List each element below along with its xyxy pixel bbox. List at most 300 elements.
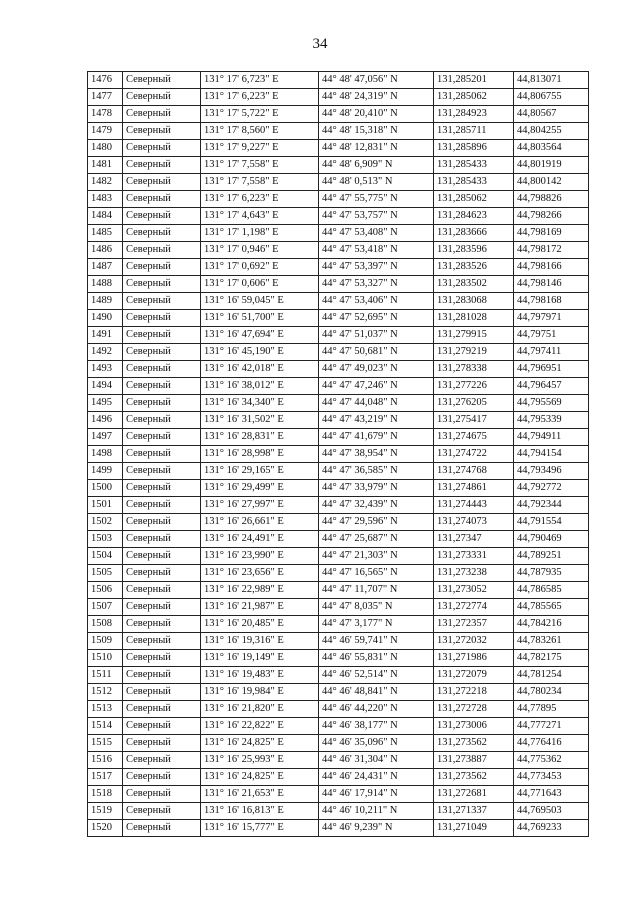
- longitude-dms-cell: 131° 17' 9,227" E: [201, 140, 319, 157]
- table-row: [88, 599, 589, 616]
- longitude-dms-cell: 131° 16' 29,499" E: [201, 480, 319, 497]
- longitude-decimal-cell: 131,285711: [434, 123, 514, 140]
- table-row: [88, 633, 589, 650]
- latitude-decimal-cell: 44,794911: [514, 429, 589, 446]
- latitude-decimal-cell: 44,798172: [514, 242, 589, 259]
- point-number-cell: 1487: [88, 259, 123, 276]
- zone-name-cell: Северный: [123, 667, 201, 684]
- latitude-dms-cell: 44° 46' 17,914" N: [319, 786, 434, 803]
- zone-name-cell: Северный: [123, 633, 201, 650]
- longitude-dms-cell: 131° 16' 15,777" E: [201, 820, 319, 837]
- zone-name-cell: Северный: [123, 293, 201, 310]
- longitude-dms-cell: 131° 16' 28,998" E: [201, 446, 319, 463]
- latitude-decimal-cell: 44,795569: [514, 395, 589, 412]
- longitude-dms-cell: 131° 16' 26,661" E: [201, 514, 319, 531]
- latitude-dms-cell: 44° 48' 20,410" N: [319, 106, 434, 123]
- latitude-decimal-cell: 44,801919: [514, 157, 589, 174]
- longitude-decimal-cell: 131,283596: [434, 242, 514, 259]
- zone-name-cell: Северный: [123, 718, 201, 735]
- zone-name-cell: Северный: [123, 429, 201, 446]
- latitude-decimal-cell: 44,806755: [514, 89, 589, 106]
- longitude-decimal-cell: 131,275417: [434, 412, 514, 429]
- longitude-decimal-cell: 131,285062: [434, 191, 514, 208]
- longitude-dms-cell: 131° 16' 25,993" E: [201, 752, 319, 769]
- latitude-dms-cell: 44° 47' 47,246" N: [319, 378, 434, 395]
- longitude-dms-cell: 131° 17' 7,558" E: [201, 157, 319, 174]
- zone-name-cell: Северный: [123, 174, 201, 191]
- latitude-dms-cell: 44° 47' 53,406" N: [319, 293, 434, 310]
- latitude-decimal-cell: 44,798826: [514, 191, 589, 208]
- zone-name-cell: Северный: [123, 361, 201, 378]
- coordinates-table: [87, 71, 589, 837]
- longitude-decimal-cell: 131,272728: [434, 701, 514, 718]
- latitude-dms-cell: 44° 46' 52,514" N: [319, 667, 434, 684]
- latitude-decimal-cell: 44,776416: [514, 735, 589, 752]
- latitude-dms-cell: 44° 46' 59,741" N: [319, 633, 434, 650]
- point-number-cell: 1484: [88, 208, 123, 225]
- latitude-decimal-cell: 44,798168: [514, 293, 589, 310]
- point-number-cell: 1483: [88, 191, 123, 208]
- point-number-cell: 1490: [88, 310, 123, 327]
- latitude-dms-cell: 44° 47' 53,418" N: [319, 242, 434, 259]
- zone-name-cell: Северный: [123, 684, 201, 701]
- zone-name-cell: Северный: [123, 123, 201, 140]
- point-number-cell: 1500: [88, 480, 123, 497]
- longitude-dms-cell: 131° 16' 34,340" E: [201, 395, 319, 412]
- zone-name-cell: Северный: [123, 446, 201, 463]
- longitude-decimal-cell: 131,283666: [434, 225, 514, 242]
- point-number-cell: 1486: [88, 242, 123, 259]
- zone-name-cell: Северный: [123, 497, 201, 514]
- latitude-dms-cell: 44° 47' 53,408" N: [319, 225, 434, 242]
- latitude-decimal-cell: 44,798169: [514, 225, 589, 242]
- zone-name-cell: Северный: [123, 140, 201, 157]
- point-number-cell: 1496: [88, 412, 123, 429]
- longitude-decimal-cell: 131,271337: [434, 803, 514, 820]
- point-number-cell: 1481: [88, 157, 123, 174]
- longitude-dms-cell: 131° 16' 24,825" E: [201, 735, 319, 752]
- table-row: [88, 769, 589, 786]
- longitude-decimal-cell: 131,279219: [434, 344, 514, 361]
- point-number-cell: 1485: [88, 225, 123, 242]
- table-row: [88, 412, 589, 429]
- table-body: [88, 72, 589, 837]
- zone-name-cell: Северный: [123, 650, 201, 667]
- latitude-decimal-cell: 44,771643: [514, 786, 589, 803]
- table-row: [88, 242, 589, 259]
- point-number-cell: 1514: [88, 718, 123, 735]
- latitude-decimal-cell: 44,803564: [514, 140, 589, 157]
- latitude-dms-cell: 44° 46' 48,841" N: [319, 684, 434, 701]
- latitude-decimal-cell: 44,791554: [514, 514, 589, 531]
- latitude-dms-cell: 44° 47' 8,035" N: [319, 599, 434, 616]
- latitude-dms-cell: 44° 47' 25,687" N: [319, 531, 434, 548]
- longitude-decimal-cell: 131,274073: [434, 514, 514, 531]
- latitude-decimal-cell: 44,781254: [514, 667, 589, 684]
- latitude-dms-cell: 44° 47' 50,681" N: [319, 344, 434, 361]
- longitude-dms-cell: 131° 16' 51,700" E: [201, 310, 319, 327]
- point-number-cell: 1482: [88, 174, 123, 191]
- table-row: [88, 327, 589, 344]
- longitude-dms-cell: 131° 16' 21,987" E: [201, 599, 319, 616]
- zone-name-cell: Северный: [123, 769, 201, 786]
- latitude-decimal-cell: 44,790469: [514, 531, 589, 548]
- longitude-decimal-cell: 131,271986: [434, 650, 514, 667]
- longitude-decimal-cell: 131,273562: [434, 769, 514, 786]
- table-row: [88, 497, 589, 514]
- longitude-decimal-cell: 131,272218: [434, 684, 514, 701]
- latitude-dms-cell: 44° 47' 32,439" N: [319, 497, 434, 514]
- longitude-decimal-cell: 131,285433: [434, 157, 514, 174]
- longitude-decimal-cell: 131,272357: [434, 616, 514, 633]
- table-row: [88, 820, 589, 837]
- latitude-decimal-cell: 44,80567: [514, 106, 589, 123]
- longitude-decimal-cell: 131,276205: [434, 395, 514, 412]
- longitude-decimal-cell: 131,274443: [434, 497, 514, 514]
- latitude-decimal-cell: 44,789251: [514, 548, 589, 565]
- latitude-decimal-cell: 44,785565: [514, 599, 589, 616]
- point-number-cell: 1520: [88, 820, 123, 837]
- table-row: [88, 157, 589, 174]
- table-row: [88, 752, 589, 769]
- latitude-dms-cell: 44° 47' 36,585" N: [319, 463, 434, 480]
- table-row: [88, 446, 589, 463]
- latitude-dms-cell: 44° 46' 10,211" N: [319, 803, 434, 820]
- latitude-decimal-cell: 44,800142: [514, 174, 589, 191]
- table-row: [88, 650, 589, 667]
- longitude-dms-cell: 131° 16' 28,831" E: [201, 429, 319, 446]
- longitude-decimal-cell: 131,274675: [434, 429, 514, 446]
- zone-name-cell: Северный: [123, 735, 201, 752]
- zone-name-cell: Северный: [123, 786, 201, 803]
- zone-name-cell: Северный: [123, 157, 201, 174]
- latitude-dms-cell: 44° 46' 31,304" N: [319, 752, 434, 769]
- table-row: [88, 225, 589, 242]
- table-row: [88, 106, 589, 123]
- latitude-dms-cell: 44° 47' 44,048" N: [319, 395, 434, 412]
- table-row: [88, 735, 589, 752]
- longitude-decimal-cell: 131,272681: [434, 786, 514, 803]
- latitude-dms-cell: 44° 47' 41,679" N: [319, 429, 434, 446]
- longitude-dms-cell: 131° 16' 21,653" E: [201, 786, 319, 803]
- longitude-dms-cell: 131° 16' 16,813" E: [201, 803, 319, 820]
- zone-name-cell: Северный: [123, 565, 201, 582]
- latitude-dms-cell: 44° 48' 12,831" N: [319, 140, 434, 157]
- table-row: [88, 531, 589, 548]
- point-number-cell: 1493: [88, 361, 123, 378]
- longitude-dms-cell: 131° 16' 21,820" E: [201, 701, 319, 718]
- point-number-cell: 1480: [88, 140, 123, 157]
- longitude-decimal-cell: 131,274768: [434, 463, 514, 480]
- table-row: [88, 463, 589, 480]
- zone-name-cell: Северный: [123, 820, 201, 837]
- latitude-decimal-cell: 44,784216: [514, 616, 589, 633]
- latitude-dms-cell: 44° 47' 53,397" N: [319, 259, 434, 276]
- latitude-dms-cell: 44° 47' 3,177" N: [319, 616, 434, 633]
- latitude-decimal-cell: 44,796951: [514, 361, 589, 378]
- point-number-cell: 1479: [88, 123, 123, 140]
- zone-name-cell: Северный: [123, 582, 201, 599]
- zone-name-cell: Северный: [123, 378, 201, 395]
- latitude-decimal-cell: 44,798166: [514, 259, 589, 276]
- latitude-decimal-cell: 44,793496: [514, 463, 589, 480]
- latitude-dms-cell: 44° 47' 29,596" N: [319, 514, 434, 531]
- longitude-dms-cell: 131° 16' 19,149" E: [201, 650, 319, 667]
- latitude-decimal-cell: 44,780234: [514, 684, 589, 701]
- longitude-decimal-cell: 131,273562: [434, 735, 514, 752]
- longitude-decimal-cell: 131,285201: [434, 72, 514, 89]
- longitude-dms-cell: 131° 17' 0,692" E: [201, 259, 319, 276]
- latitude-decimal-cell: 44,798146: [514, 276, 589, 293]
- latitude-dms-cell: 44° 47' 11,707" N: [319, 582, 434, 599]
- longitude-dms-cell: 131° 16' 24,491" E: [201, 531, 319, 548]
- latitude-dms-cell: 44° 48' 47,056" N: [319, 72, 434, 89]
- point-number-cell: 1476: [88, 72, 123, 89]
- zone-name-cell: Северный: [123, 208, 201, 225]
- longitude-dms-cell: 131° 17' 6,223" E: [201, 191, 319, 208]
- point-number-cell: 1517: [88, 769, 123, 786]
- longitude-dms-cell: 131° 16' 19,483" E: [201, 667, 319, 684]
- zone-name-cell: Северный: [123, 463, 201, 480]
- zone-name-cell: Северный: [123, 548, 201, 565]
- longitude-decimal-cell: 131,273238: [434, 565, 514, 582]
- point-number-cell: 1507: [88, 599, 123, 616]
- point-number-cell: 1489: [88, 293, 123, 310]
- zone-name-cell: Северный: [123, 106, 201, 123]
- table-row: [88, 480, 589, 497]
- zone-name-cell: Северный: [123, 191, 201, 208]
- zone-name-cell: Северный: [123, 701, 201, 718]
- latitude-dms-cell: 44° 46' 44,220" N: [319, 701, 434, 718]
- table-row: [88, 582, 589, 599]
- table-row: [88, 803, 589, 820]
- longitude-dms-cell: 131° 16' 23,656" E: [201, 565, 319, 582]
- latitude-dms-cell: 44° 47' 33,979" N: [319, 480, 434, 497]
- zone-name-cell: Северный: [123, 327, 201, 344]
- point-number-cell: 1503: [88, 531, 123, 548]
- longitude-decimal-cell: 131,274861: [434, 480, 514, 497]
- table-row: [88, 429, 589, 446]
- table-row: [88, 684, 589, 701]
- zone-name-cell: Северный: [123, 803, 201, 820]
- longitude-decimal-cell: 131,273331: [434, 548, 514, 565]
- latitude-dms-cell: 44° 46' 35,096" N: [319, 735, 434, 752]
- latitude-decimal-cell: 44,77895: [514, 701, 589, 718]
- point-number-cell: 1495: [88, 395, 123, 412]
- point-number-cell: 1505: [88, 565, 123, 582]
- table-row: [88, 191, 589, 208]
- point-number-cell: 1491: [88, 327, 123, 344]
- point-number-cell: 1515: [88, 735, 123, 752]
- longitude-dms-cell: 131° 16' 47,694" E: [201, 327, 319, 344]
- longitude-dms-cell: 131° 17' 8,560" E: [201, 123, 319, 140]
- point-number-cell: 1509: [88, 633, 123, 650]
- table-row: [88, 548, 589, 565]
- latitude-decimal-cell: 44,777271: [514, 718, 589, 735]
- zone-name-cell: Северный: [123, 276, 201, 293]
- latitude-decimal-cell: 44,787935: [514, 565, 589, 582]
- point-number-cell: 1488: [88, 276, 123, 293]
- point-number-cell: 1494: [88, 378, 123, 395]
- zone-name-cell: Северный: [123, 616, 201, 633]
- longitude-decimal-cell: 131,285896: [434, 140, 514, 157]
- table-row: [88, 208, 589, 225]
- table-row: [88, 667, 589, 684]
- table-row: [88, 72, 589, 89]
- table-row: [88, 344, 589, 361]
- latitude-dms-cell: 44° 46' 55,831" N: [319, 650, 434, 667]
- longitude-dms-cell: 131° 16' 22,822" E: [201, 718, 319, 735]
- table-row: [88, 174, 589, 191]
- latitude-decimal-cell: 44,797411: [514, 344, 589, 361]
- table-row: [88, 718, 589, 735]
- longitude-decimal-cell: 131,273052: [434, 582, 514, 599]
- longitude-dms-cell: 131° 16' 19,316" E: [201, 633, 319, 650]
- latitude-dms-cell: 44° 46' 38,177" N: [319, 718, 434, 735]
- longitude-dms-cell: 131° 17' 1,198" E: [201, 225, 319, 242]
- longitude-decimal-cell: 131,271049: [434, 820, 514, 837]
- longitude-dms-cell: 131° 16' 42,018" E: [201, 361, 319, 378]
- latitude-decimal-cell: 44,782175: [514, 650, 589, 667]
- latitude-decimal-cell: 44,804255: [514, 123, 589, 140]
- latitude-decimal-cell: 44,773453: [514, 769, 589, 786]
- zone-name-cell: Северный: [123, 395, 201, 412]
- point-number-cell: 1497: [88, 429, 123, 446]
- longitude-dms-cell: 131° 16' 29,165" E: [201, 463, 319, 480]
- latitude-dms-cell: 44° 47' 53,327" N: [319, 276, 434, 293]
- longitude-decimal-cell: 131,274722: [434, 446, 514, 463]
- point-number-cell: 1511: [88, 667, 123, 684]
- point-number-cell: 1477: [88, 89, 123, 106]
- point-number-cell: 1499: [88, 463, 123, 480]
- latitude-dms-cell: 44° 47' 38,954" N: [319, 446, 434, 463]
- latitude-dms-cell: 44° 47' 55,775" N: [319, 191, 434, 208]
- table-row: [88, 276, 589, 293]
- longitude-decimal-cell: 131,285062: [434, 89, 514, 106]
- point-number-cell: 1492: [88, 344, 123, 361]
- longitude-dms-cell: 131° 16' 23,990" E: [201, 548, 319, 565]
- longitude-decimal-cell: 131,281028: [434, 310, 514, 327]
- latitude-decimal-cell: 44,792344: [514, 497, 589, 514]
- table-row: [88, 140, 589, 157]
- zone-name-cell: Северный: [123, 89, 201, 106]
- page-number: 34: [312, 36, 328, 52]
- zone-name-cell: Северный: [123, 531, 201, 548]
- table-row: [88, 616, 589, 633]
- latitude-decimal-cell: 44,797971: [514, 310, 589, 327]
- latitude-dms-cell: 44° 47' 52,695" N: [319, 310, 434, 327]
- latitude-decimal-cell: 44,794154: [514, 446, 589, 463]
- table-row: [88, 786, 589, 803]
- latitude-dms-cell: 44° 47' 21,303" N: [319, 548, 434, 565]
- longitude-dms-cell: 131° 16' 24,825" E: [201, 769, 319, 786]
- table-row: [88, 514, 589, 531]
- zone-name-cell: Северный: [123, 752, 201, 769]
- point-number-cell: 1519: [88, 803, 123, 820]
- zone-name-cell: Северный: [123, 72, 201, 89]
- longitude-dms-cell: 131° 16' 20,485" E: [201, 616, 319, 633]
- point-number-cell: 1478: [88, 106, 123, 123]
- table-row: [88, 293, 589, 310]
- longitude-dms-cell: 131° 17' 5,722" E: [201, 106, 319, 123]
- zone-name-cell: Северный: [123, 412, 201, 429]
- longitude-decimal-cell: 131,27347: [434, 531, 514, 548]
- latitude-decimal-cell: 44,775362: [514, 752, 589, 769]
- longitude-dms-cell: 131° 16' 45,190" E: [201, 344, 319, 361]
- zone-name-cell: Северный: [123, 225, 201, 242]
- longitude-decimal-cell: 131,272774: [434, 599, 514, 616]
- longitude-dms-cell: 131° 17' 7,558" E: [201, 174, 319, 191]
- latitude-decimal-cell: 44,79751: [514, 327, 589, 344]
- point-number-cell: 1516: [88, 752, 123, 769]
- point-number-cell: 1512: [88, 684, 123, 701]
- latitude-decimal-cell: 44,796457: [514, 378, 589, 395]
- longitude-dms-cell: 131° 16' 31,502" E: [201, 412, 319, 429]
- longitude-dms-cell: 131° 17' 6,223" E: [201, 89, 319, 106]
- point-number-cell: 1518: [88, 786, 123, 803]
- longitude-dms-cell: 131° 16' 38,012" E: [201, 378, 319, 395]
- table-row: [88, 395, 589, 412]
- zone-name-cell: Северный: [123, 310, 201, 327]
- latitude-dms-cell: 44° 48' 6,909" N: [319, 157, 434, 174]
- longitude-dms-cell: 131° 17' 0,946" E: [201, 242, 319, 259]
- longitude-decimal-cell: 131,277226: [434, 378, 514, 395]
- latitude-dms-cell: 44° 48' 0,513" N: [319, 174, 434, 191]
- table-row: [88, 701, 589, 718]
- longitude-decimal-cell: 131,279915: [434, 327, 514, 344]
- longitude-dms-cell: 131° 16' 59,045" E: [201, 293, 319, 310]
- longitude-decimal-cell: 131,283502: [434, 276, 514, 293]
- point-number-cell: 1502: [88, 514, 123, 531]
- latitude-decimal-cell: 44,786585: [514, 582, 589, 599]
- table-row: [88, 123, 589, 140]
- point-number-cell: 1513: [88, 701, 123, 718]
- longitude-decimal-cell: 131,272079: [434, 667, 514, 684]
- longitude-dms-cell: 131° 17' 0,606" E: [201, 276, 319, 293]
- latitude-dms-cell: 44° 47' 16,565" N: [319, 565, 434, 582]
- table-row: [88, 259, 589, 276]
- latitude-dms-cell: 44° 48' 24,319" N: [319, 89, 434, 106]
- point-number-cell: 1510: [88, 650, 123, 667]
- latitude-dms-cell: 44° 47' 49,023" N: [319, 361, 434, 378]
- longitude-dms-cell: 131° 17' 4,643" E: [201, 208, 319, 225]
- latitude-decimal-cell: 44,783261: [514, 633, 589, 650]
- table-row: [88, 310, 589, 327]
- table-row: [88, 89, 589, 106]
- latitude-decimal-cell: 44,795339: [514, 412, 589, 429]
- longitude-dms-cell: 131° 16' 19,984" E: [201, 684, 319, 701]
- latitude-dms-cell: 44° 48' 15,318" N: [319, 123, 434, 140]
- latitude-decimal-cell: 44,769233: [514, 820, 589, 837]
- point-number-cell: 1506: [88, 582, 123, 599]
- latitude-dms-cell: 44° 47' 53,757" N: [319, 208, 434, 225]
- longitude-decimal-cell: 131,283068: [434, 293, 514, 310]
- zone-name-cell: Северный: [123, 480, 201, 497]
- point-number-cell: 1498: [88, 446, 123, 463]
- longitude-decimal-cell: 131,283526: [434, 259, 514, 276]
- zone-name-cell: Северный: [123, 242, 201, 259]
- table-row: [88, 378, 589, 395]
- latitude-decimal-cell: 44,798266: [514, 208, 589, 225]
- zone-name-cell: Северный: [123, 259, 201, 276]
- point-number-cell: 1501: [88, 497, 123, 514]
- point-number-cell: 1504: [88, 548, 123, 565]
- table-row: [88, 565, 589, 582]
- latitude-decimal-cell: 44,769503: [514, 803, 589, 820]
- zone-name-cell: Северный: [123, 344, 201, 361]
- latitude-dms-cell: 44° 47' 43,219" N: [319, 412, 434, 429]
- longitude-decimal-cell: 131,285433: [434, 174, 514, 191]
